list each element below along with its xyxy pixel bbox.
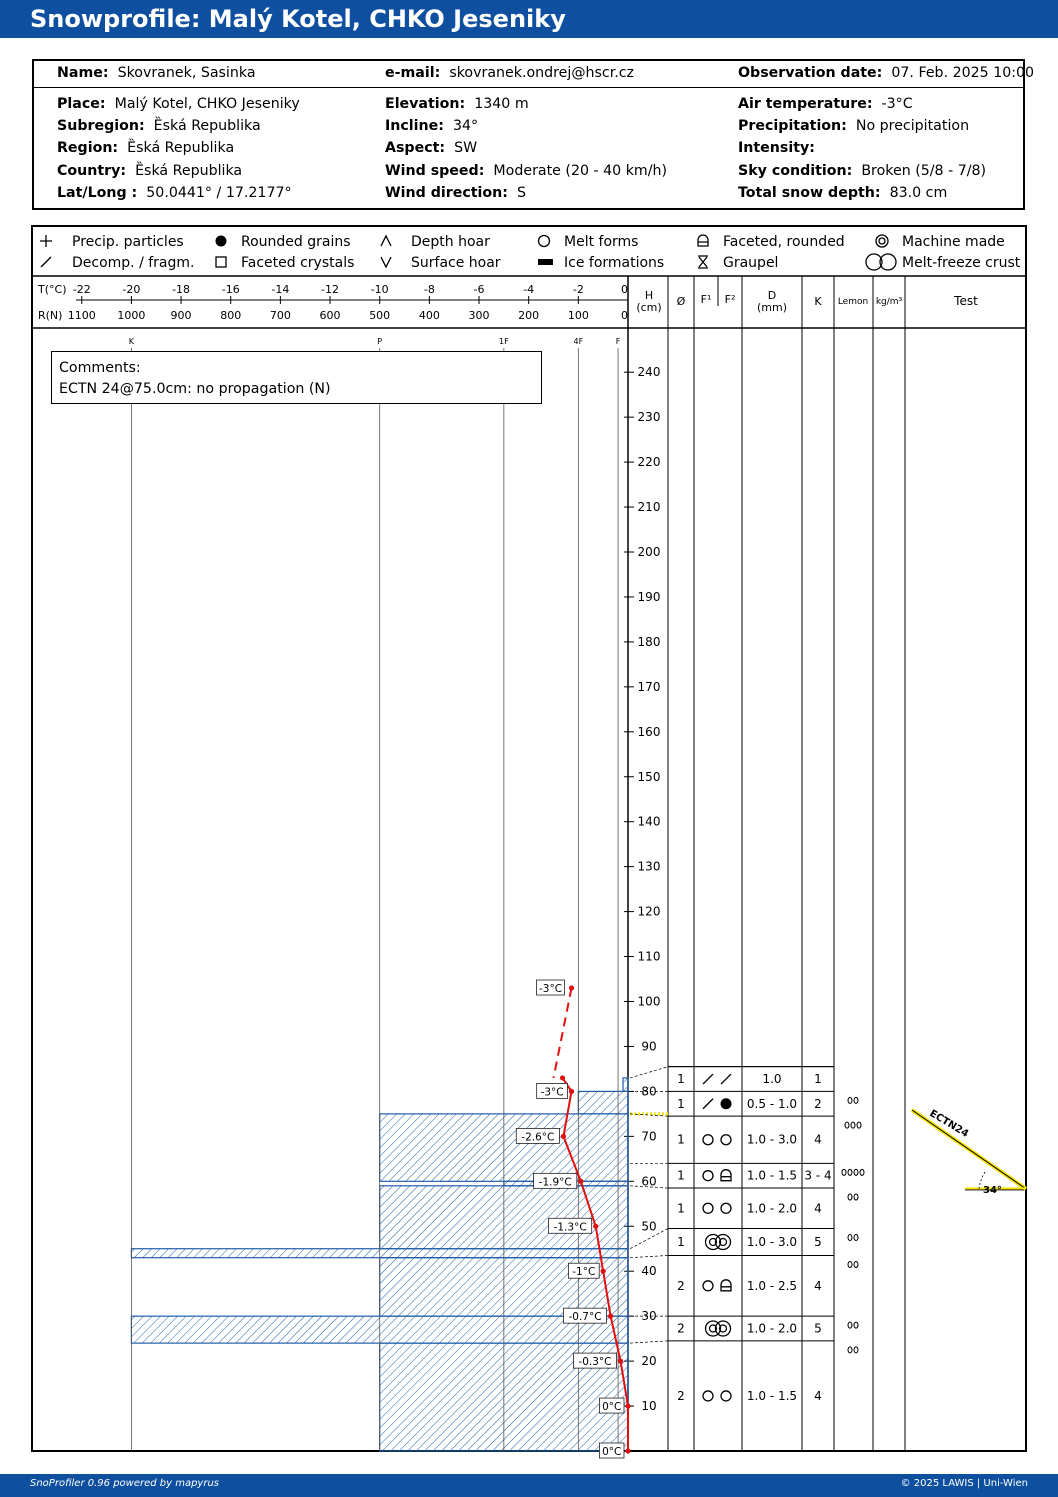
air-temperature-line (554, 988, 572, 1078)
height-tick-label: 60 (641, 1174, 657, 1189)
temperature-tick-label: -14 (271, 283, 290, 296)
height-tick-label: 80 (641, 1084, 657, 1099)
observation-date-field: Observation date: 07. Feb. 2025 10:00 (738, 65, 1035, 81)
lemon-marker (854, 1322, 858, 1328)
height-tick-label: 230 (637, 410, 661, 425)
email-value: skovranek.ondrej@hscr.cz (449, 65, 634, 81)
temperature-point (625, 1448, 630, 1453)
circle-icon (539, 236, 550, 247)
layer-wetness: 1 (677, 1201, 685, 1216)
wind-direction-field: Wind direction: S (385, 185, 526, 201)
temperature-tick-label: -18 (172, 283, 191, 296)
header-h-unit: (cm) (636, 301, 662, 314)
layer-wetness: 1 (677, 1168, 685, 1183)
legend-label: Surface hoar (411, 255, 501, 271)
region-field: Region: Ȅská Republika (57, 140, 235, 156)
layer-grain-size: 1.0 - 3.0 (746, 1234, 798, 1249)
lemon-marker (848, 1322, 852, 1328)
footer-bar (0, 1474, 1058, 1497)
lemon-marker (854, 1347, 858, 1353)
hardness-tick-label: 200 (518, 309, 540, 322)
latlong-field: Lat/Long : 50.0441° / 17.2177° (57, 185, 292, 201)
hardness-tick-label: 500 (369, 309, 391, 322)
height-tick-label: 150 (637, 769, 661, 784)
lemon-marker (845, 1122, 849, 1128)
temperature-point (560, 1075, 565, 1080)
faceted-rounded-icon (698, 235, 708, 246)
hardness-tick-label: 1000 (117, 309, 146, 322)
temperature-point (608, 1314, 613, 1319)
caret-down-icon (381, 257, 391, 267)
name-value: Skovranek, Sasinka (117, 65, 256, 81)
filled-circle-icon (216, 236, 227, 247)
footer-copyright: © 2025 LAWIS | Uni-Wien (900, 1478, 1028, 1489)
incline-field: Incline: 34° (385, 118, 479, 134)
hardness-tick-label: 600 (319, 309, 341, 322)
intensity-field: Intensity: (738, 140, 815, 156)
circle-icon (721, 1391, 731, 1401)
height-tick-label: 160 (637, 724, 661, 739)
legend-label: Machine made (902, 234, 1005, 250)
layer-grain-size: 1.0 - 3.0 (746, 1132, 798, 1147)
temperature-point (601, 1269, 606, 1274)
hardness-tick-label: 1100 (67, 309, 96, 322)
temperature-label: -1°C (572, 1266, 596, 1279)
temperature-point (569, 1089, 574, 1094)
temperature-tick-label: -10 (370, 283, 389, 296)
lemon-marker (848, 1194, 852, 1200)
layer-wetness: 1 (677, 1096, 685, 1111)
layer-hardness-k: 3 - 4 (804, 1168, 832, 1183)
temperature-point (625, 1403, 630, 1408)
circle-icon (703, 1135, 713, 1145)
height-tick-label: 120 (637, 904, 661, 919)
caret-up-icon (381, 236, 391, 246)
circle-icon (539, 236, 550, 247)
layer-grain-size: 1.0 - 2.5 (746, 1278, 798, 1293)
temperature-label: -1.3°C (553, 1221, 587, 1234)
legend-label: Faceted crystals (241, 255, 355, 271)
lemon-marker (848, 1261, 852, 1267)
legend-label: Melt forms (564, 234, 639, 250)
layer-hardness-k: 5 (814, 1321, 822, 1336)
circle-icon (703, 1391, 713, 1401)
graupel-icon (698, 256, 708, 268)
legend-label: Graupel (723, 255, 779, 271)
lemon-marker (854, 1169, 858, 1175)
subregion-field: Subregion: Ȅská Republika (57, 118, 261, 134)
temperature-tick-label: -20 (122, 283, 141, 296)
filled-circle-icon (216, 236, 227, 247)
lemon-marker (848, 1234, 852, 1240)
temperature-axis-label: T(°C) (38, 283, 67, 296)
layer-wetness: 1 (677, 1072, 685, 1087)
hardness-tick-label: 400 (418, 309, 440, 322)
height-tick-label: 240 (637, 365, 661, 380)
air-temperature-label: -3°C (538, 983, 563, 996)
header-d: D (767, 289, 777, 302)
hand-hardness-label: P (377, 337, 383, 346)
black-bar-icon (538, 259, 553, 265)
temperature-label: -0.7°C (568, 1311, 602, 1324)
sky-condition-field: Sky condition: Broken (5/8 - 7/8) (738, 163, 987, 179)
slash-icon (721, 1074, 731, 1084)
legend-label: Decomp. / fragm. (72, 255, 195, 271)
height-tick-label: 30 (641, 1309, 657, 1324)
plus-icon (40, 235, 52, 247)
layer-grain-size: 1.0 - 1.5 (746, 1388, 798, 1403)
country-field: Country: Ȅská Republika (57, 163, 243, 179)
air-temperature-point (569, 985, 574, 990)
circle-icon (721, 1203, 731, 1213)
height-tick-label: 190 (637, 589, 661, 604)
header-f1: F¹ (700, 293, 712, 306)
lemon-marker (857, 1122, 861, 1128)
observation-date-value: 07. Feb. 2025 10:00 (891, 65, 1035, 81)
temperature-point (578, 1179, 583, 1184)
temperature-label: -2.6°C (521, 1131, 555, 1144)
layer-grain-size: 1.0 - 2.0 (746, 1201, 798, 1216)
hardness-tick-label: 700 (269, 309, 291, 322)
hand-hardness-label: K (128, 337, 135, 346)
height-tick-label: 50 (641, 1219, 657, 1234)
height-tick-label: 180 (637, 634, 661, 649)
layer-connector (630, 1255, 668, 1257)
header-f2: F² (724, 293, 736, 306)
name-field: Name: Skovranek, Sasinka (57, 65, 256, 81)
melt-freeze-crust-icon (716, 1321, 731, 1336)
temperature-label: -1.9°C (538, 1176, 572, 1189)
temperature-label: -3°C (540, 1086, 564, 1099)
slash-icon (41, 257, 51, 267)
height-tick-label: 10 (641, 1399, 657, 1414)
faceted-rounded-icon (721, 1170, 731, 1181)
legend-label: Faceted, rounded (723, 234, 845, 250)
melt-freeze-crust-icon (716, 1234, 731, 1249)
slash-icon (703, 1074, 713, 1084)
hardness-layer (623, 1078, 628, 1091)
height-tick-label: 40 (641, 1264, 657, 1279)
double-circle-icon (879, 238, 885, 244)
lemon-marker (848, 1097, 852, 1103)
layer-connector (630, 1067, 668, 1078)
graupel-icon (698, 256, 708, 268)
page-title: Snowprofile: Malý Kotel, CHKO Jeseniky (30, 5, 566, 33)
height-tick-label: 170 (637, 679, 661, 694)
temperature-tick-label: -22 (72, 283, 91, 296)
faceted-rounded-icon (698, 235, 708, 246)
lemon-marker (848, 1347, 852, 1353)
hardness-tick-label: 900 (170, 309, 192, 322)
layer-grain-size: 0.5 - 1.0 (746, 1096, 798, 1111)
comments-title: Comments: (59, 360, 141, 376)
layer-wetness: 1 (677, 1132, 685, 1147)
email-field: e-mail: skovranek.ondrej@hscr.cz (385, 65, 634, 81)
temperature-point (593, 1224, 598, 1229)
filled-circle-icon (721, 1098, 732, 1109)
faceted-rounded-icon (721, 1280, 731, 1291)
legend-label: Melt-freeze crust (902, 255, 1021, 271)
layer-hardness-k: 1 (814, 1072, 822, 1087)
caret-up-icon (381, 236, 391, 246)
layer-wetness: 2 (677, 1278, 685, 1293)
header-wetness: Ø (676, 295, 686, 308)
black-bar-icon (538, 259, 553, 265)
header-k: K (814, 295, 822, 308)
legend-label: Rounded grains (241, 234, 351, 250)
hand-hardness-label: 1F (498, 337, 509, 346)
incline-label: 34° (983, 1185, 1002, 1196)
layer-wetness: 2 (677, 1321, 685, 1336)
elevation-field: Elevation: 1340 m (385, 96, 529, 112)
test-label: ECTN24 (927, 1108, 971, 1140)
temperature-point (618, 1359, 623, 1364)
header-density: kg/m³ (875, 297, 903, 307)
temperature-tick-label: -4 (523, 283, 535, 296)
lemon-marker (854, 1194, 858, 1200)
temperature-label: -0.3°C (578, 1356, 612, 1369)
height-tick-label: 110 (637, 949, 661, 964)
precipitation-field: Precipitation: No precipitation (738, 118, 970, 134)
slash-icon (703, 1099, 713, 1109)
temperature-point (561, 1134, 566, 1139)
temperature-tick-label: -16 (221, 283, 240, 296)
footer-credit: SnoProfiler 0.96 powered by mapyrus (30, 1478, 220, 1489)
caret-down-icon (381, 257, 391, 267)
hardness-axis-label: R(N) (38, 309, 63, 322)
layer-hardness-k: 5 (814, 1234, 822, 1249)
lemon-marker (854, 1097, 858, 1103)
height-tick-label: 200 (637, 545, 661, 559)
temperature-label: 0°C (602, 1401, 622, 1414)
aspect-field: Aspect: SW (385, 140, 478, 156)
square-icon (216, 257, 226, 267)
hardness-tick-label: 100 (567, 309, 589, 322)
height-tick-label: 20 (641, 1354, 657, 1369)
height-tick-label: 70 (641, 1129, 657, 1144)
hardness-tick-label: 300 (468, 309, 490, 322)
hardness-tick-label: 0 (621, 309, 628, 322)
double-circle-icon (876, 235, 888, 247)
comments-text: ECTN 24@75.0cm: no propagation (N) (59, 381, 331, 397)
circle-icon (721, 1135, 731, 1145)
plus-icon (40, 235, 52, 247)
hardness-layer (578, 1091, 628, 1113)
layer-grain-size: 1.0 - 2.0 (746, 1321, 798, 1336)
layer-hardness-k: 2 (814, 1096, 822, 1111)
circle-icon (703, 1281, 713, 1291)
air-temperature-field: Air temperature: -3°C (738, 96, 913, 112)
lemon-marker (848, 1169, 852, 1175)
legend-label: Ice formations (564, 255, 665, 271)
circle-icon (703, 1171, 713, 1181)
header-h: H (644, 289, 654, 302)
layer-grain-size: 1.0 (762, 1072, 782, 1087)
lemon-marker (851, 1122, 855, 1128)
hardness-tick-label: 800 (220, 309, 242, 322)
height-tick-label: 140 (637, 814, 661, 829)
double-circle-icon (876, 235, 888, 247)
legend-label: Depth hoar (411, 234, 490, 250)
height-tick-label: 210 (637, 500, 661, 515)
circle-icon (703, 1203, 713, 1213)
comments-box (51, 351, 542, 404)
height-tick-label: 100 (637, 994, 661, 1009)
lemon-marker (854, 1234, 858, 1240)
lemon-marker (842, 1169, 846, 1175)
layer-wetness: 2 (677, 1388, 685, 1403)
header-d-unit: (mm) (756, 301, 788, 314)
lemon-marker (860, 1169, 864, 1175)
temperature-tick-label: -6 (473, 283, 485, 296)
header-lemon: Lemon (837, 297, 869, 307)
layer-hardness-k: 4 (814, 1132, 822, 1147)
melt-freeze-crust-icon (866, 254, 896, 270)
hand-hardness-label: 4F (573, 337, 584, 346)
wind-speed-field: Wind speed: Moderate (20 - 40 km/h) (385, 163, 668, 179)
test-slope-outline (912, 1110, 1026, 1189)
header-test: Test (954, 294, 978, 308)
slash-icon (41, 257, 51, 267)
layer-grain-size: 1.0 - 1.5 (746, 1168, 798, 1183)
temperature-tick-label: -8 (423, 283, 435, 296)
square-icon (216, 257, 226, 267)
layer-hardness-k: 4 (814, 1201, 822, 1216)
height-tick-label: 130 (637, 859, 661, 874)
layer-hardness-k: 4 (814, 1388, 822, 1403)
lemon-marker (854, 1261, 858, 1267)
temperature-tick-label: 0 (621, 283, 628, 296)
layer-hardness-k: 4 (814, 1278, 822, 1293)
height-tick-label: 220 (637, 455, 661, 470)
layer-connector (630, 1341, 668, 1343)
place-field: Place: Malý Kotel, CHKO Jeseniky (57, 96, 300, 112)
temperature-label: 0°C (602, 1446, 622, 1458)
hand-hardness-label: F (615, 337, 621, 346)
height-tick-label: 90 (641, 1039, 657, 1054)
snow-depth-field: Total snow depth: 83.0 cm (738, 185, 948, 201)
legend-label: Precip. particles (72, 234, 184, 250)
temperature-tick-label: -2 (572, 283, 584, 296)
layer-wetness: 1 (677, 1234, 685, 1249)
temperature-tick-label: -12 (321, 283, 340, 296)
